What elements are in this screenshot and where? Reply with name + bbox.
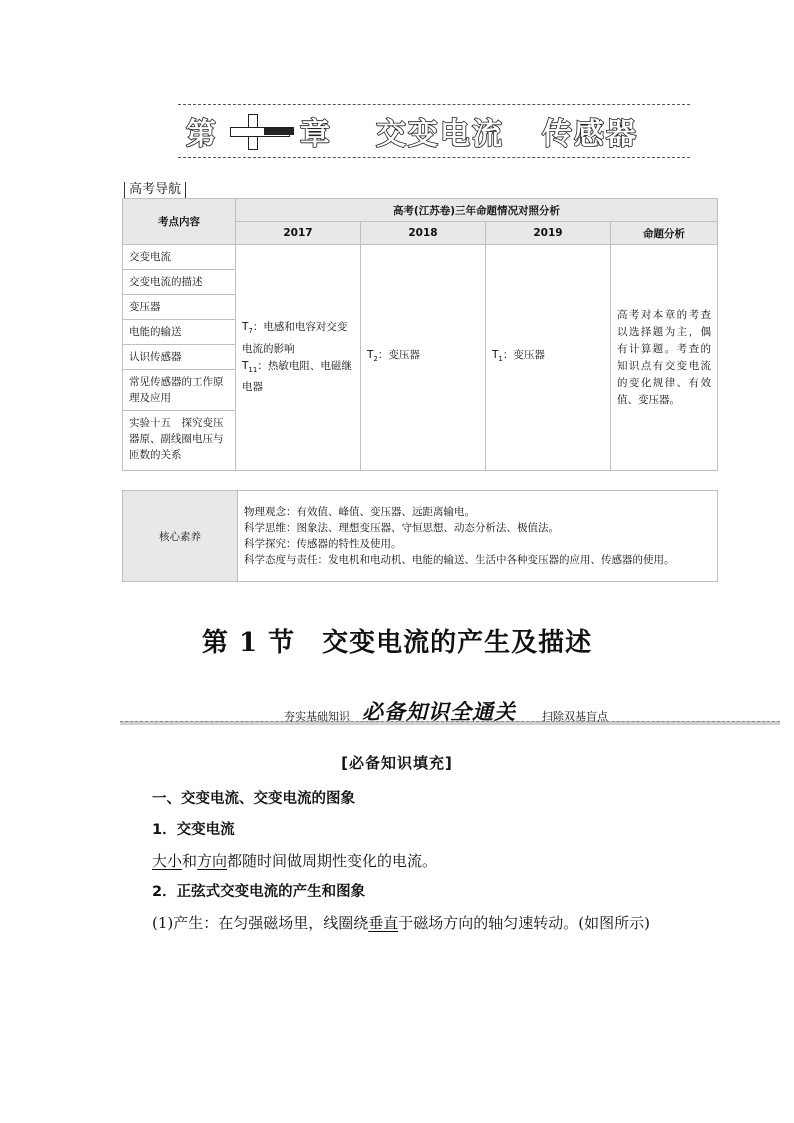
item-2017-t7: $T_7$：电感和电容对交变电流的影响 [242,321,348,355]
topic-item: 认识传感器 [123,345,235,370]
core-literacy-table [122,490,718,582]
core-label: 核心素养 [123,491,238,582]
col-topic-header: 考点内容 [123,199,236,245]
topic-item: 交变电流的描述 [123,270,235,295]
topic-item: 常见传感器的工作原理及应用 [123,370,235,411]
chapter-number-glyph [220,114,298,148]
heading-1-2: 2．正弦式交变电流的产生和图象 [152,884,366,900]
analysis-cell: 高考对本章的考查以选择题为主，偶有计算题。考查的知识点有交变电流的变化规律、有效值、变压器。 [611,245,718,471]
content-body [152,784,752,939]
fill-heading: [必备知识填充] [341,754,453,772]
paragraph-generation: (1)产生：在匀强磁场里，线圈绕垂直于磁场方向的轴匀速转动。(如图所示) [152,914,650,932]
core-line: 科学思维：图象法、理想变压器、守恒思想、动态分析法、极值法。 [244,522,559,534]
col-year-2019: 2019 [486,222,611,245]
col-year-2018: 2018 [361,222,486,245]
item-2017-t11: $T_{11}$：热敏电阻、电磁继电器 [242,359,352,393]
col-analysis-header: 命题分析 [611,222,718,245]
chapter-suffix: 章 [300,117,332,152]
core-line: 物理观念：有效值、峰值、变压器、远距离输电。 [244,506,475,518]
topic-list [123,245,235,467]
core-line: 科学态度与责任：发电机和电动机、电能的输送、生活中各种变压器的应用、传感器的使用。 [244,554,675,566]
chapter-title-part1: 交变电流 [376,117,504,152]
col-year-2017: 2017 [236,222,361,245]
guide-tag: 高考导航 [124,182,186,198]
band-left-text: 夯实基础知识 [284,710,350,723]
core-line: 科学探究：传感器的特性及使用。 [244,538,402,550]
heading-1: 一、交变电流、交变电流的图象 [152,791,355,807]
exam-guide-table [122,198,718,471]
topic-item: 交变电流 [123,245,235,270]
band-right-text: 扫除双基盲点 [542,710,608,723]
core-lines [238,491,718,582]
section-title: 第 1 节 交变电流的产生及描述 [201,628,593,658]
topic-item: 变压器 [123,295,235,320]
chapter-prefix: 第 [186,117,218,152]
year-2017-cell [236,245,361,471]
heading-1-1: 1．交变电流 [152,822,235,838]
band-center-text: 必备知识全通关 [362,700,516,724]
topic-item: 实验十五 探究变压器原、副线圈电压与匝数的关系 [129,417,224,461]
knowledge-band [120,694,780,728]
topic-cell [123,245,236,471]
year-2019-cell: $T_1$：变压器 [486,245,611,471]
chapter-title-part2: 传感器 [542,117,638,152]
chapter-banner [178,104,690,158]
paragraph-definition: 大小和方向都随时间做周期性变化的电流。 [152,852,438,870]
col-group-header: 高考(江苏卷)三年命题情况对照分析 [236,199,718,222]
year-2018-cell: $T_2$：变压器 [361,245,486,471]
topic-item: 电能的输送 [123,320,235,345]
